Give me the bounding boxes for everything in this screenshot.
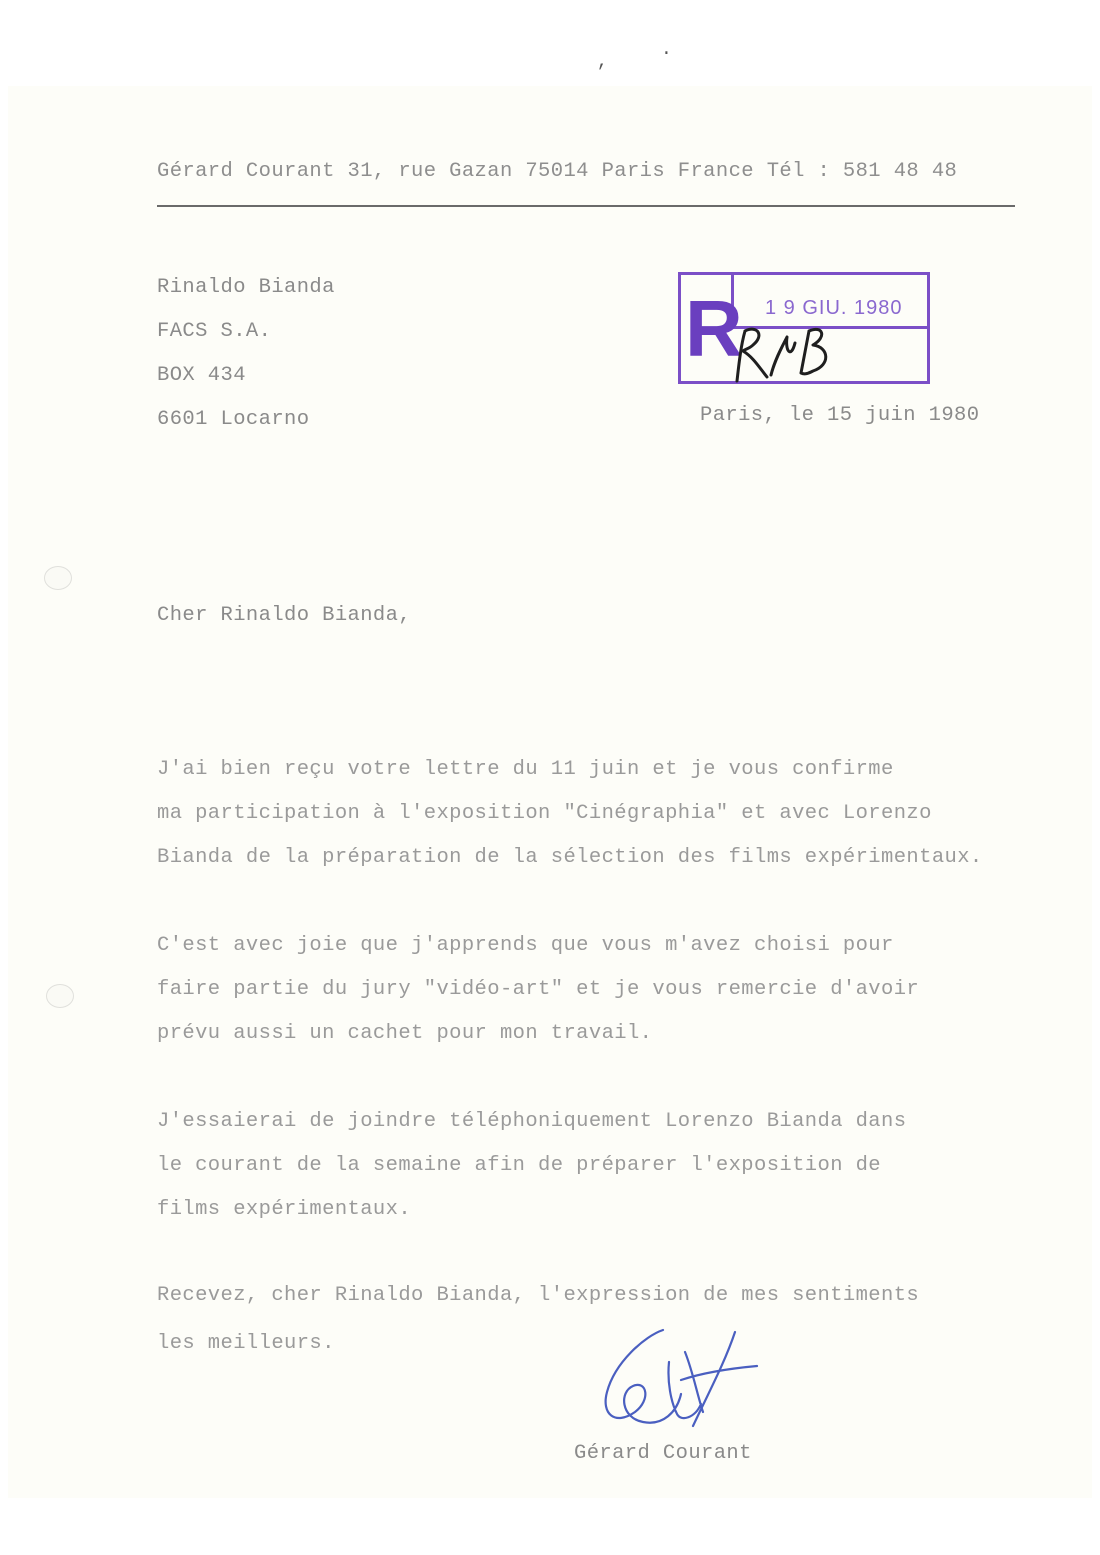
paragraph-3-line: J'essaierai de joindre téléphoniquement Lorenzo Bianda dans xyxy=(157,1110,907,1133)
punch-hole xyxy=(44,566,72,590)
scan-speck: , xyxy=(597,52,608,72)
scan-speck: . xyxy=(661,40,672,60)
paragraph-1-line: J'ai bien reçu votre lettre du 11 juin et je vous confirme xyxy=(157,758,894,781)
letterhead: Gérard Courant 31, rue Gazan 75014 Paris France Tél : 581 48 48 xyxy=(157,160,958,183)
paragraph-3-line: films expérimentaux. xyxy=(157,1198,412,1221)
paragraph-2-line: prévu aussi un cachet pour mon travail. xyxy=(157,1022,653,1045)
stamp-initials-handwritten xyxy=(731,323,851,385)
paragraph-1-line: ma participation à l'exposition "Cinégraphia" et avec Lorenzo xyxy=(157,802,932,825)
stamp-date: 1 9 GIU. 1980 xyxy=(765,297,903,319)
stamp-letter: R xyxy=(685,284,743,373)
letterhead-rule xyxy=(157,205,1015,207)
signer-name: Gérard Courant xyxy=(574,1442,752,1465)
letter-date: Paris, le 15 juin 1980 xyxy=(700,404,980,427)
paragraph-1-line: Bianda de la préparation de la sélection des films expérimentaux. xyxy=(157,846,983,869)
closing-line: les meilleurs. xyxy=(157,1332,335,1355)
recipient-city: 6601 Locarno xyxy=(157,408,310,431)
paragraph-3-line: le courant de la semaine afin de préparer l'exposition de xyxy=(157,1154,882,1177)
registration-stamp xyxy=(678,272,930,384)
closing-line: Recevez, cher Rinaldo Bianda, l'expression de mes sentiments xyxy=(157,1284,920,1307)
recipient-name: Rinaldo Bianda xyxy=(157,276,335,299)
recipient-box: BOX 434 xyxy=(157,364,246,387)
salutation: Cher Rinaldo Bianda, xyxy=(157,604,412,627)
recipient-company: FACS S.A. xyxy=(157,320,272,343)
punch-hole xyxy=(46,984,74,1008)
paragraph-2-line: faire partie du jury "vidéo-art" et je vous remercie d'avoir xyxy=(157,978,920,1001)
handwritten-signature xyxy=(585,1322,765,1442)
paragraph-2-line: C'est avec joie que j'apprends que vous m'avez choisi pour xyxy=(157,934,894,957)
